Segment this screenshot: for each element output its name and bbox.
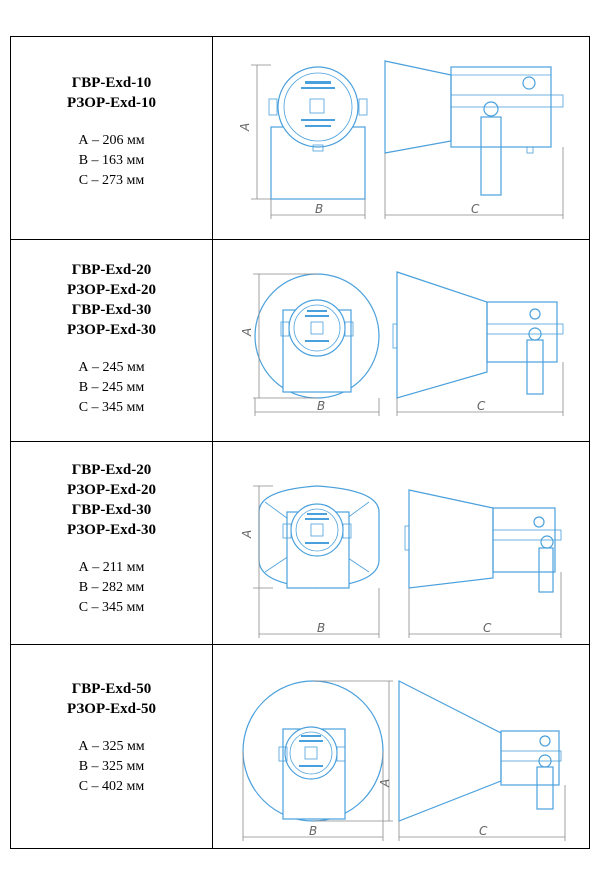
- label-b: B: [317, 621, 326, 635]
- model-name: РЗОР-Exd-30: [67, 322, 156, 338]
- label-c: C: [483, 621, 492, 635]
- siren-drawing-front-side: [213, 442, 589, 645]
- label-b: B: [317, 399, 326, 413]
- model-name: РЗОР-Exd-20: [67, 282, 156, 298]
- table-row: [11, 645, 589, 848]
- dimension-a: А – 211 мм: [78, 560, 145, 575]
- model-name: ГВР-Exd-20: [71, 462, 152, 478]
- model-name: ГВР-Exd-50: [71, 681, 152, 697]
- model-name: ГВР-Exd-20: [71, 262, 152, 278]
- spec-table: [10, 36, 590, 849]
- model-name: ГВР-Exd-10: [71, 75, 152, 91]
- label-c: C: [479, 824, 488, 838]
- label-c: C: [471, 202, 480, 216]
- dimension-c: С – 345 мм: [78, 400, 145, 415]
- model-name: РЗОР-Exd-30: [67, 522, 156, 538]
- siren-drawing-front-side: [213, 240, 589, 442]
- model-name: ГВР-Exd-30: [71, 302, 152, 318]
- dimension-a: А – 206 мм: [78, 133, 145, 148]
- model-cell: [11, 37, 213, 239]
- model-name: РЗОР-Exd-50: [67, 701, 156, 717]
- table-row: [11, 442, 589, 645]
- dimension-c: С – 345 мм: [78, 600, 145, 615]
- dimension-b: В – 325 мм: [78, 759, 145, 774]
- label-a: A: [238, 122, 252, 131]
- drawing-cell: [213, 240, 589, 441]
- model-name: ГВР-Exd-30: [71, 502, 152, 518]
- dimension-b: В – 245 мм: [78, 380, 145, 395]
- model-name: РЗОР-Exd-20: [67, 482, 156, 498]
- label-a: A: [240, 529, 254, 538]
- model-cell: [11, 442, 213, 644]
- label-b: B: [309, 824, 318, 838]
- drawing-cell: [213, 37, 589, 239]
- label-a: A: [240, 327, 254, 336]
- model-cell: [11, 645, 213, 848]
- drawing-cell: [213, 442, 589, 644]
- dimension-a: А – 325 мм: [78, 739, 145, 754]
- table-row: [11, 37, 589, 240]
- dimension-c: С – 402 мм: [78, 779, 145, 794]
- label-a: A: [378, 778, 392, 787]
- label-b: B: [315, 202, 324, 216]
- dimension-b: В – 282 мм: [78, 580, 145, 595]
- model-cell: [11, 240, 213, 441]
- drawing-cell: [213, 645, 589, 848]
- dimension-c: С – 273 мм: [78, 173, 145, 188]
- siren-drawing-front-side: [213, 37, 589, 240]
- table-row: [11, 240, 589, 442]
- model-name: РЗОР-Exd-10: [67, 95, 156, 111]
- dimension-b: В – 163 мм: [78, 153, 145, 168]
- dimension-a: А – 245 мм: [78, 360, 145, 375]
- siren-drawing-front-side: [213, 645, 589, 848]
- label-c: C: [477, 399, 486, 413]
